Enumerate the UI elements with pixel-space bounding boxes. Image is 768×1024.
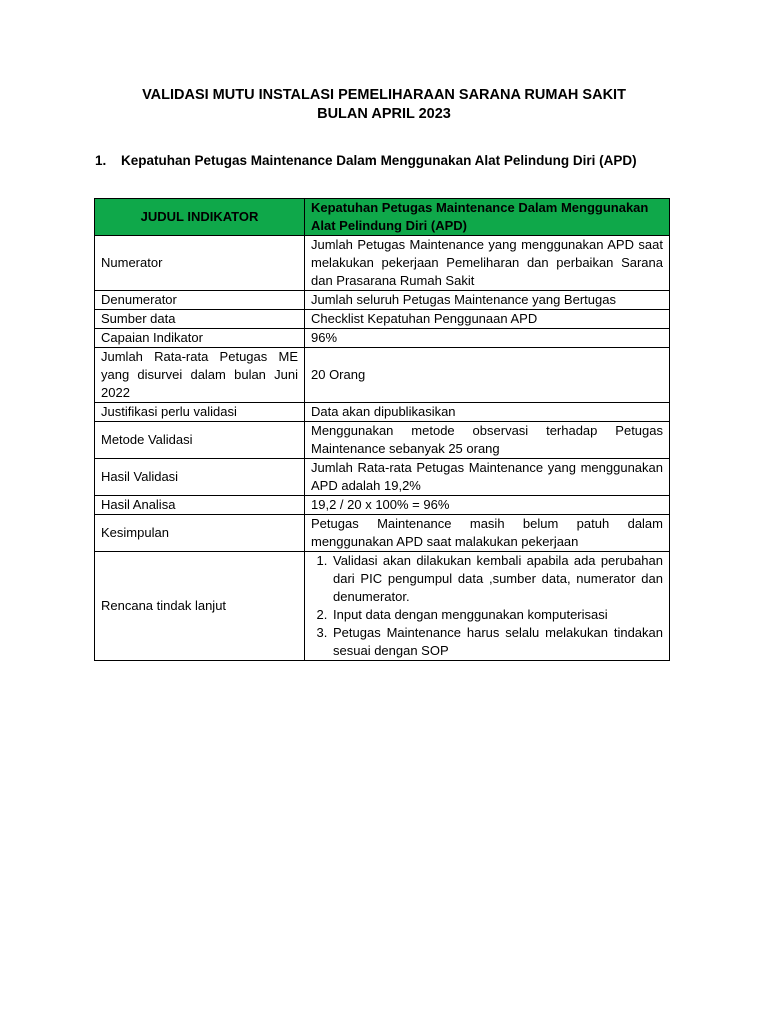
row-label: Sumber data: [95, 310, 305, 329]
row-label: Kesimpulan: [95, 515, 305, 552]
follow-up-list: [311, 552, 663, 660]
list-item: 2. Input data dengan menggunakan komputerisasi: [331, 606, 663, 624]
table-row: [95, 236, 670, 291]
table-row: [95, 348, 670, 403]
header-value-cell: Kepatuhan Petugas Maintenance Dalam Menggunakan Alat Pelindung Diri (APD): [305, 199, 670, 236]
table-row: [95, 422, 670, 459]
title-line-2: BULAN APRIL 2023: [317, 106, 451, 122]
table-row: [95, 515, 670, 552]
title-line-1: VALIDASI MUTU INSTALASI PEMELIHARAAN SARANA RUMAH SAKIT: [142, 87, 626, 103]
list-item: 3. Petugas Maintenance harus selalu melakukan tindakan sesuai dengan SOP: [331, 624, 663, 660]
table-header-row: [95, 199, 670, 236]
table-row: [95, 496, 670, 515]
header-label-cell: JUDUL INDIKATOR: [95, 199, 305, 236]
row-label: Capaian Indikator: [95, 329, 305, 348]
row-label: Rencana tindak lanjut: [95, 552, 305, 661]
indicator-table: [94, 198, 670, 661]
row-value: Checklist Kepatuhan Penggunaan APD: [305, 310, 670, 329]
row-value: 20 Orang: [305, 348, 670, 403]
table-row: [95, 552, 670, 661]
row-value: Petugas Maintenance masih belum patuh dalam menggunakan APD saat malakukan pekerjaan: [305, 515, 670, 552]
row-label: Numerator: [95, 236, 305, 291]
row-value: Jumlah Petugas Maintenance yang menggunakan APD saat melakukan pekerjaan Pemeliharan dan perbaikan Sarana dan Prasarana Rumah Sakit: [305, 236, 670, 291]
table-row: [95, 403, 670, 422]
row-label: Hasil Validasi: [95, 459, 305, 496]
table-row: [95, 459, 670, 496]
list-item: 1. Validasi akan dilakukan kembali apabila ada perubahan dari PIC pengumpul data ,sumber data, numerator dan denumerator.: [331, 552, 663, 606]
table-row: [95, 291, 670, 310]
row-label: Hasil Analisa: [95, 496, 305, 515]
row-label: Jumlah Rata-rata Petugas ME yang disurvei dalam bulan Juni 2022: [95, 348, 305, 403]
row-value: Data akan dipublikasikan: [305, 403, 670, 422]
row-value: Jumlah Rata-rata Petugas Maintenance yang menggunakan APD adalah 19,2%: [305, 459, 670, 496]
document-title: [0, 86, 768, 124]
row-label: Metode Validasi: [95, 422, 305, 459]
row-value: 96%: [305, 329, 670, 348]
row-value: Menggunakan metode observasi terhadap Petugas Maintenance sebanyak 25 orang: [305, 422, 670, 459]
section-title: Kepatuhan Petugas Maintenance Dalam Menggunakan Alat Pelindung Diri (APD): [121, 153, 637, 168]
row-label: Denumerator: [95, 291, 305, 310]
row-value: Jumlah seluruh Petugas Maintenance yang Bertugas: [305, 291, 670, 310]
row-label: Justifikasi perlu validasi: [95, 403, 305, 422]
row-value: [305, 552, 670, 661]
table-row: [95, 310, 670, 329]
row-value: 19,2 / 20 x 100% = 96%: [305, 496, 670, 515]
section-heading: [95, 152, 637, 170]
table-row: [95, 329, 670, 348]
section-number: 1.: [95, 153, 107, 168]
